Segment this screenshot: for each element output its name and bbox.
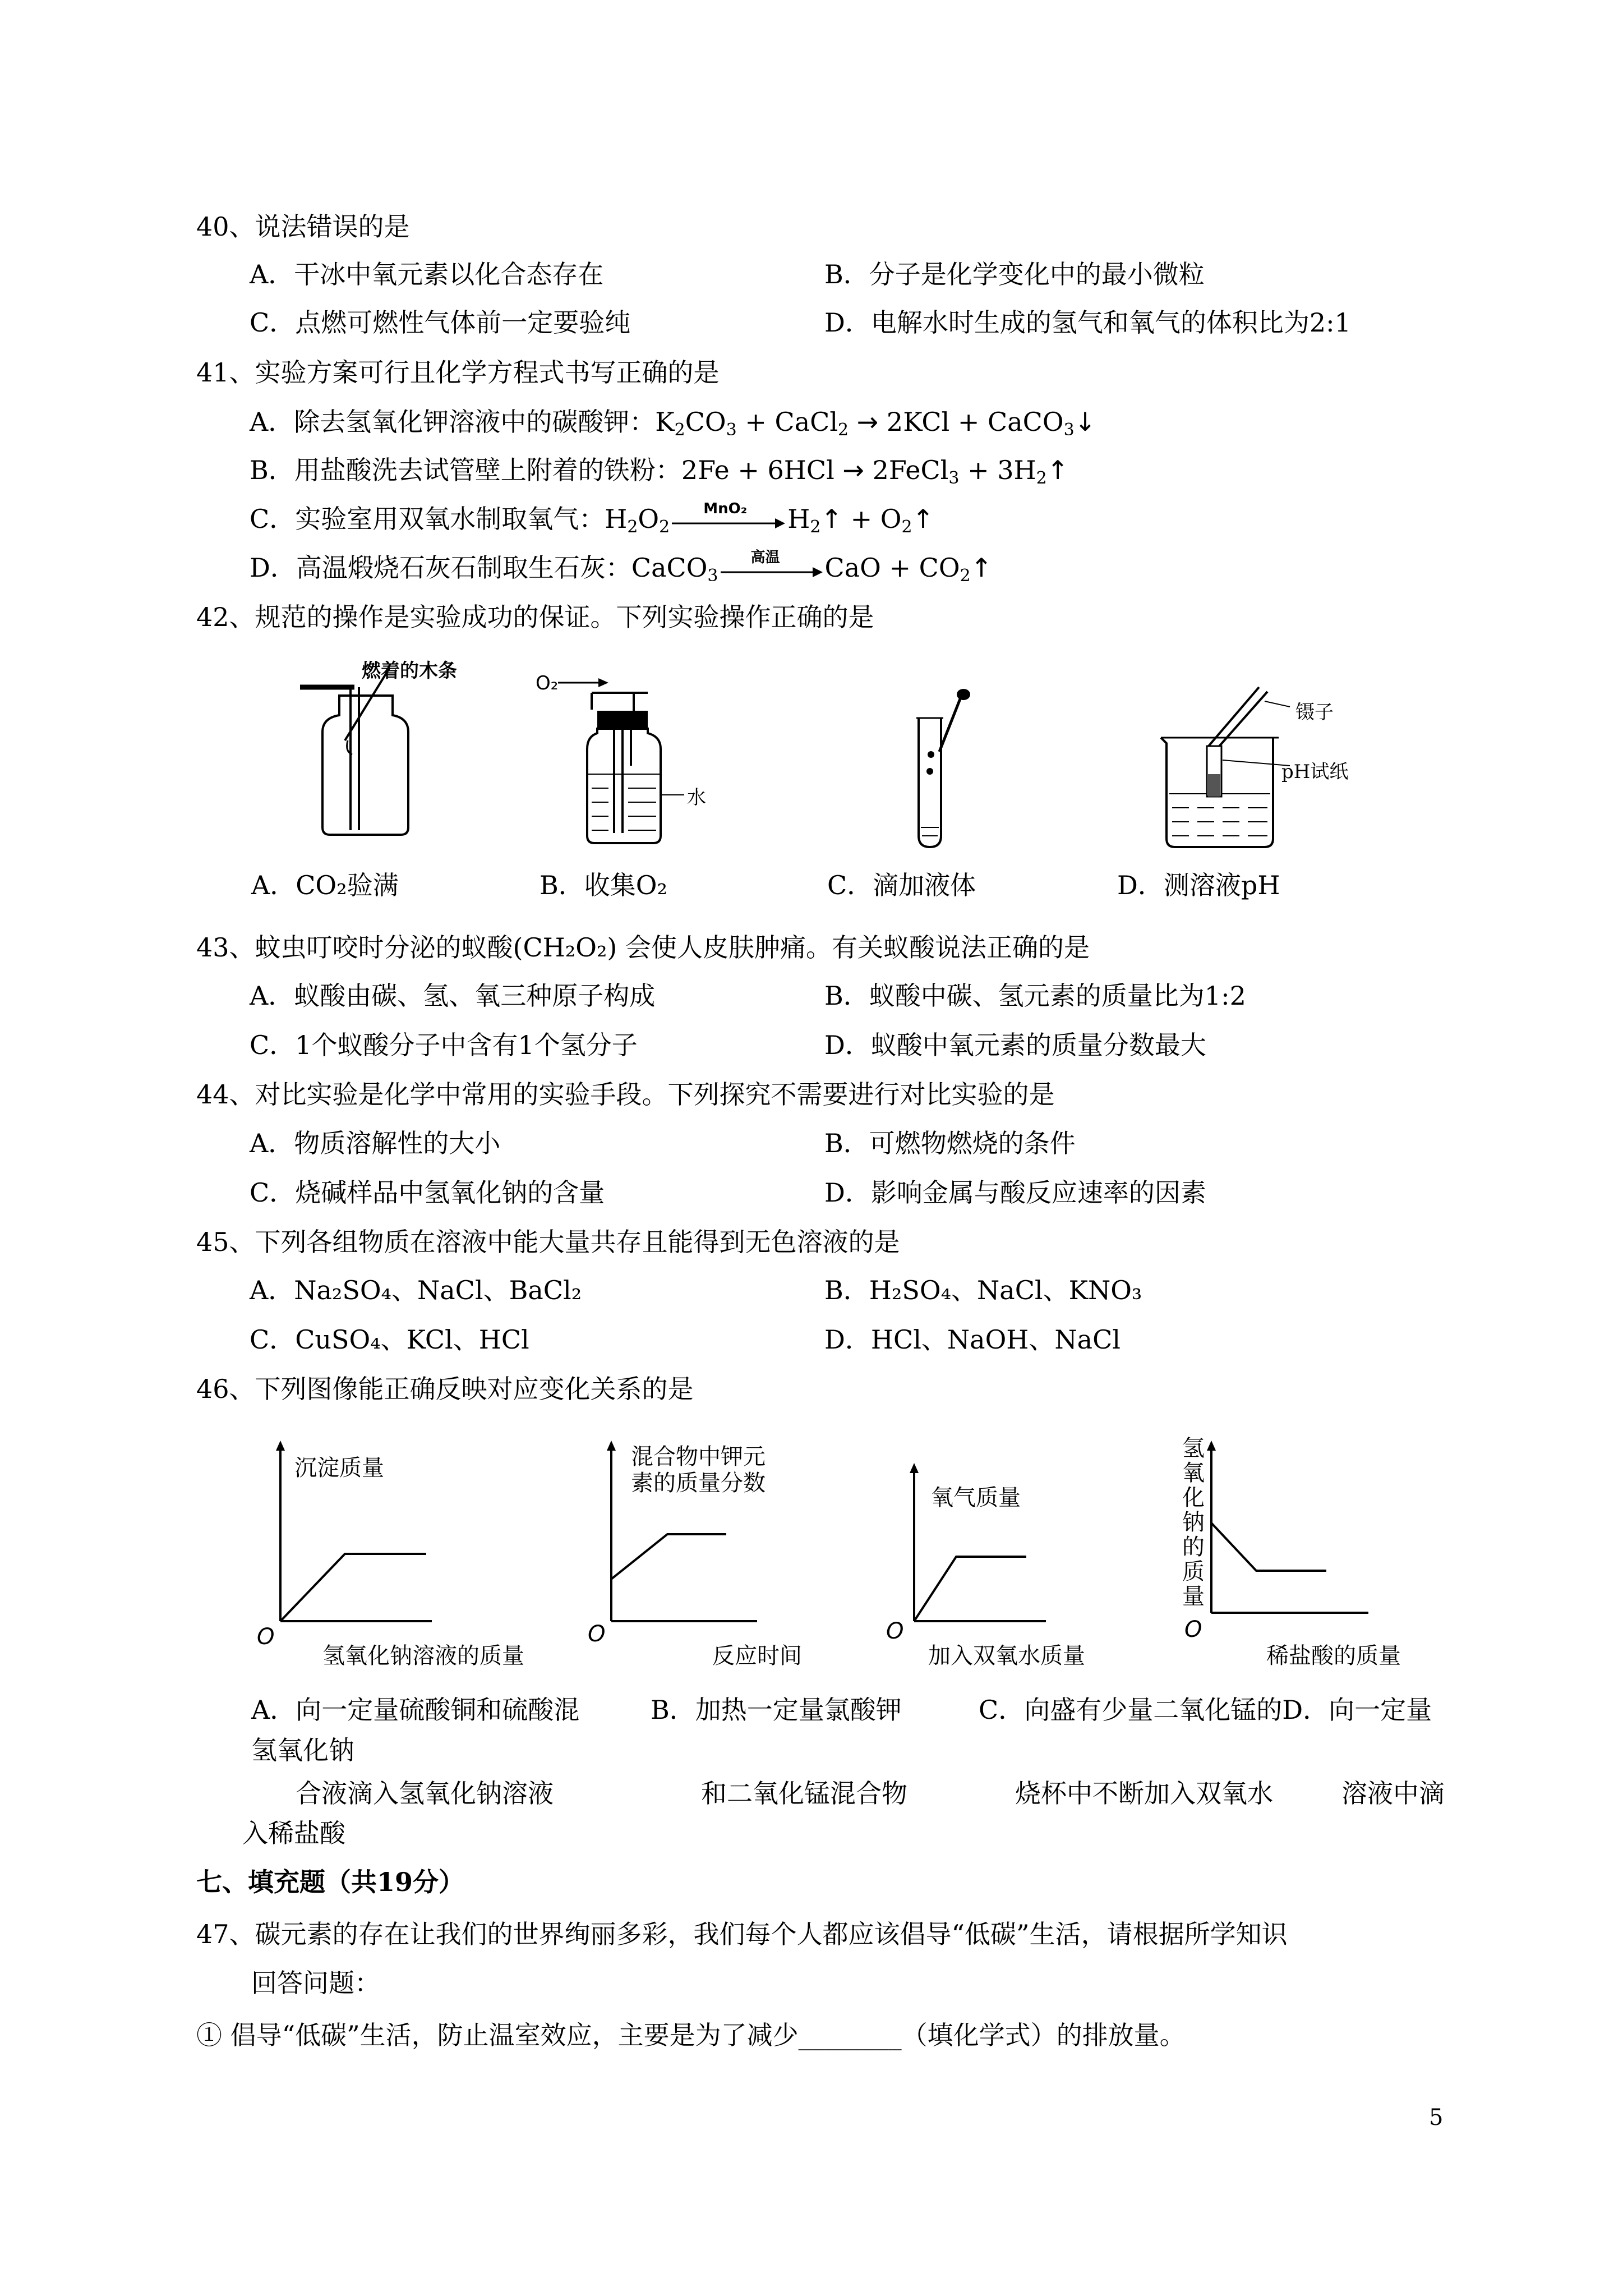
graph-a-curve bbox=[280, 1554, 426, 1621]
graph-d-y-char: 的 bbox=[1182, 1534, 1205, 1560]
gas-bottle-icon bbox=[292, 656, 460, 841]
graph-d-x-label: 稀盐酸的质量 bbox=[1266, 1643, 1401, 1669]
graph-d-plot bbox=[1166, 1436, 1458, 1672]
q41-option-c: C．实验室用双氧水制取氧气：$H_2O_2$ MnO₂ $H_2↑$ + $O_2↑$ bbox=[250, 502, 934, 544]
q46-option-d-line2: 溶液中滴 bbox=[1341, 1778, 1445, 1809]
q45-stem: 45、下列各组物质在溶液中能大量共存且能得到无色溶液的是 bbox=[196, 1227, 900, 1257]
q41-c-catalyst: MnO₂ bbox=[703, 500, 748, 517]
q46-option-b-line2: 和二氧化锰混合物 bbox=[701, 1778, 907, 1809]
graph-d bbox=[1166, 1436, 1458, 1672]
section-heading: 七、填充题（共19分） bbox=[196, 1867, 465, 1897]
q41-stem: 41、实验方案可行且化学方程式书写正确的是 bbox=[196, 357, 720, 388]
q46-line2: 氢氧化钠 bbox=[251, 1735, 354, 1765]
figure-add-liquid bbox=[897, 684, 981, 853]
q47-stem-line1: 47、碳元素的存在让我们的世界绚丽多彩，我们每个人都应该倡导“低碳”生活，请根据所学知识 bbox=[196, 1919, 1288, 1949]
test-tube-dropper-icon bbox=[897, 684, 981, 853]
q46-option-c-line2: 烧杯中不断加入双氧水 bbox=[1015, 1778, 1273, 1809]
beaker-tweezers-icon bbox=[1155, 682, 1301, 855]
tweezers-label: 镊子 bbox=[1295, 701, 1334, 724]
graph-a-origin: O bbox=[257, 1624, 275, 1650]
page-number: 5 bbox=[1429, 2105, 1444, 2131]
q44-option-a: A．物质溶解性的大小 bbox=[250, 1128, 501, 1158]
q42-option-c: C．滴加液体 bbox=[827, 870, 976, 900]
graph-c-curve bbox=[914, 1557, 1026, 1621]
graph-a-y-label: 沉淀质量 bbox=[294, 1455, 384, 1481]
graph-b-origin: O bbox=[588, 1621, 606, 1647]
q45-option-d: D．HCl、NaOH、NaCl bbox=[824, 1324, 1121, 1355]
q43-option-a: A．蚁酸由碳、氢、氧三种原子构成 bbox=[250, 981, 656, 1011]
graph-d-origin: O bbox=[1184, 1617, 1202, 1642]
graph-b bbox=[583, 1436, 852, 1672]
graph-b-y-label-line2: 素的质量分数 bbox=[631, 1470, 766, 1496]
q41-a-text: A．除去氢氧化钾溶液中的碳酸钾： bbox=[250, 407, 656, 437]
q41-c-text: C．实验室用双氧水制取氧气： bbox=[250, 504, 605, 534]
graph-d-y-char: 钠 bbox=[1182, 1510, 1205, 1535]
graph-d-y-char: 量 bbox=[1182, 1584, 1205, 1609]
q41-option-a: A．除去氢氧化钾溶液中的碳酸钾：$K_2CO_3$ + CaCl$_2$ → 2KCl + CaCO$_3$↓ bbox=[250, 407, 1096, 440]
q41-option-b: B．用盐酸洗去试管壁上附着的铁粉：2Fe + 6HCl → 2FeCl$_3$ + $3H_2↑$ bbox=[250, 455, 1069, 488]
graph-c bbox=[875, 1436, 1144, 1672]
burning-stick-label: 燃着的木条 bbox=[362, 660, 457, 682]
graph-b-y-label-line1: 混合物中钾元 bbox=[631, 1444, 766, 1470]
q43-stem: 43、蚊虫叮咬时分泌的蚁酸(CH₂O₂) 会使人皮肤肿痛。有关蚁酸说法正确的是 bbox=[196, 932, 1090, 963]
graph-c-y-label: 氧气质量 bbox=[931, 1485, 1021, 1511]
graph-d-curve bbox=[1211, 1523, 1326, 1571]
q40-option-c: C．点燃可燃性气体前一定要验纯 bbox=[250, 307, 631, 338]
figure-measure-ph bbox=[1155, 682, 1301, 855]
reaction-arrow-icon bbox=[718, 559, 825, 581]
q46-stem: 46、下列图像能正确反映对应变化关系的是 bbox=[196, 1374, 694, 1404]
reaction-arrow-icon bbox=[670, 510, 787, 532]
figure-collect-o2 bbox=[536, 670, 721, 855]
figure-co2-full-check bbox=[292, 656, 460, 841]
q43-option-d: D．蚁酸中氧元素的质量分数最大 bbox=[824, 1030, 1206, 1060]
graph-d-y-char: 化 bbox=[1182, 1485, 1205, 1511]
q40-option-b: B．分子是化学变化中的最小微粒 bbox=[824, 259, 1205, 289]
q41-option-d: D．高温煅烧石灰石制取生石灰：CaCO$_3$ 高温 CaO + $CO_2↑$ bbox=[250, 551, 992, 593]
q42-option-d: D．测溶液pH bbox=[1117, 870, 1280, 900]
graph-c-origin: O bbox=[886, 1618, 904, 1644]
q41-b-text: B．用盐酸洗去试管壁上附着的铁粉： bbox=[250, 455, 681, 485]
o2-gas-label: O₂ bbox=[536, 672, 559, 694]
graph-a-x-label: 氢氧化钠溶液的质量 bbox=[322, 1643, 524, 1669]
ph-paper-label: pH试纸 bbox=[1281, 761, 1349, 783]
q43-option-c: C．1个蚁酸分子中含有1个氢分子 bbox=[250, 1030, 638, 1060]
q42-option-b: B．收集O₂ bbox=[540, 870, 667, 900]
q46-option-cd-line1: C．向盛有少量二氧化锰的D．向一定量 bbox=[979, 1695, 1432, 1725]
graph-d-y-char: 氢 bbox=[1182, 1435, 1205, 1461]
q40-option-d: D．电解水时生成的氢气和氧气的体积比为2:1 bbox=[824, 307, 1351, 338]
q42-stem: 42、规范的操作是实验成功的保证。下列实验操作正确的是 bbox=[196, 602, 874, 632]
q41-d-text: D．高温煅烧石灰石制取生石灰： bbox=[250, 553, 631, 583]
graph-b-x-label: 反应时间 bbox=[712, 1643, 802, 1669]
q47-item-1: ① 倡导“低碳”生活，防止温室效应，主要是为了减少________（填化学式）的排放量。 bbox=[196, 2020, 1186, 2050]
graph-a bbox=[252, 1436, 566, 1672]
q40-stem: 40、说法错误的是 bbox=[196, 211, 410, 242]
q41-d-condition: 高温 bbox=[750, 549, 780, 566]
q45-option-a: A．Na₂SO₄、NaCl、BaCl₂ bbox=[250, 1275, 582, 1305]
graph-d-y-label bbox=[1181, 1436, 1206, 1609]
graph-d-y-char: 氧 bbox=[1182, 1460, 1205, 1486]
q43-option-b: B．蚁酸中碳、氢元素的质量比为1:2 bbox=[824, 981, 1246, 1011]
graph-c-x-label: 加入双氧水质量 bbox=[928, 1643, 1085, 1669]
q46-option-a-line2: 合液滴入氢氧化钠溶液 bbox=[296, 1778, 554, 1809]
q45-option-b: B．H₂SO₄、NaCl、KNO₃ bbox=[824, 1275, 1142, 1305]
water-label: 水 bbox=[687, 786, 706, 809]
q42-option-a: A．CO₂验满 bbox=[251, 870, 399, 900]
graph-b-curve bbox=[611, 1534, 726, 1579]
q44-option-b: B．可燃物燃烧的条件 bbox=[824, 1128, 1076, 1158]
q44-stem: 44、对比实验是化学中常用的实验手段。下列探究不需要进行对比实验的是 bbox=[196, 1079, 1055, 1110]
q44-option-d: D．影响金属与酸反应速率的因素 bbox=[824, 1177, 1206, 1208]
q45-option-c: C．CuSO₄、KCl、HCl bbox=[250, 1324, 529, 1355]
graph-c-plot bbox=[875, 1436, 1144, 1672]
q40-option-a: A．干冰中氧元素以化合态存在 bbox=[250, 259, 604, 289]
q47-stem-line2: 回答问题： bbox=[251, 1968, 380, 1998]
q44-option-c: C．烧碱样品中氢氧化钠的含量 bbox=[250, 1177, 605, 1208]
gas-washing-bottle-icon bbox=[536, 670, 721, 855]
q46-option-a-line1: A．向一定量硫酸铜和硫酸混 bbox=[251, 1695, 580, 1725]
q46-option-b-line1: B．加热一定量氯酸钾 bbox=[651, 1695, 902, 1725]
q46-line4: 入稀盐酸 bbox=[242, 1818, 345, 1848]
graph-d-y-char: 质 bbox=[1182, 1559, 1205, 1585]
